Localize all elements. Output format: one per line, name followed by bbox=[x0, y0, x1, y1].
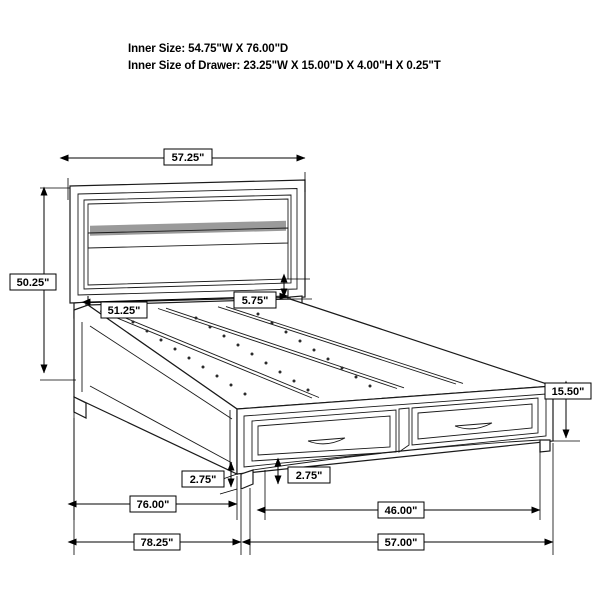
dim-side-rail-bottom bbox=[182, 470, 237, 494]
label-footboard-bottom: 2.75" bbox=[295, 470, 323, 482]
label-footboard-height: 15.50" bbox=[551, 386, 585, 398]
bed-illustration bbox=[70, 180, 553, 489]
label-overall-width: 57.00" bbox=[384, 537, 418, 549]
label-side-rail-bottom: 2.75" bbox=[189, 474, 217, 486]
note-inner-size-drawer: Inner Size of Drawer: 23.25"W X 15.00"D X 4.00"H X 0.25"T bbox=[128, 60, 441, 72]
label-drawer-span: 46.00" bbox=[384, 505, 418, 517]
label-headboard-width: 57.25" bbox=[171, 152, 205, 164]
dim-overall-height bbox=[10, 188, 76, 380]
label-overall-height: 50.25" bbox=[16, 277, 50, 289]
label-side-rail-length: 76.00" bbox=[136, 499, 170, 511]
label-headboard-inner-width: 51.25" bbox=[107, 305, 141, 317]
label-headboard-bottom-rail: 5.75" bbox=[241, 295, 269, 307]
note-inner-size: Inner Size: 54.75"W X 76.00"D bbox=[128, 43, 289, 55]
label-overall-depth: 78.25" bbox=[140, 537, 174, 549]
